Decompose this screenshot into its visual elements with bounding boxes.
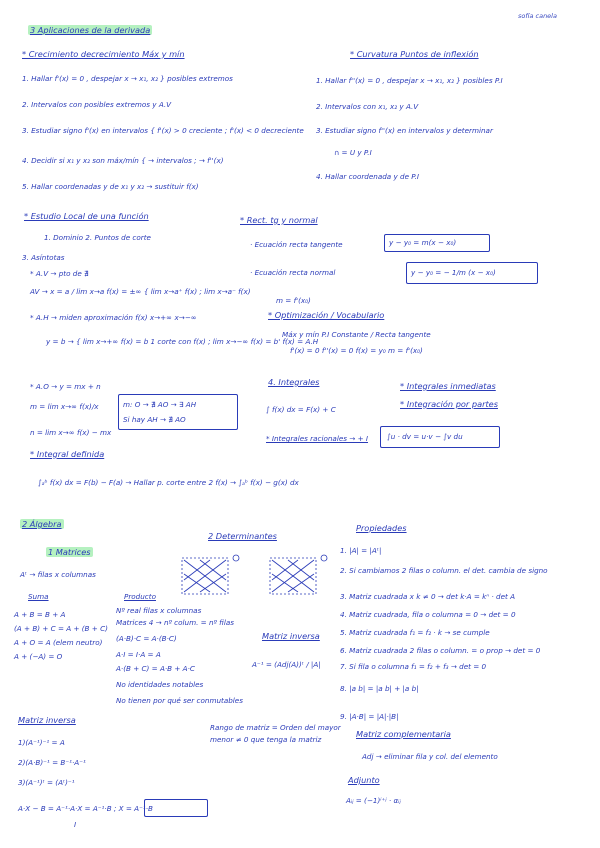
transpuesta-line: Aᵗ → filas x columnas (20, 570, 96, 579)
section-aplicaciones-title: 3 Aplicaciones de la derivada (30, 25, 151, 35)
optimizacion-values: f'(x) = 0 f''(x) = 0 f(x) = y₀ m = f'(x₀) (290, 346, 423, 355)
crecimiento-step-5: 5. Hallar coordenadas y de x₁ y x₂ → sustituir f(x) (22, 182, 199, 191)
producto-heading: Producto (124, 592, 156, 601)
integral-definida-formula: ∫ₐᵇ f(x) dx = F(b) − F(a) → Hallar p. corte entre 2 f(x) → ∫ₐᵇ f(x) − g(x) dx (38, 478, 299, 487)
suma-asociativa: (A + B) + C = A + (B + C) (14, 624, 108, 633)
producto-line-3: (A·B)·C = A·(B·C) (116, 634, 177, 643)
inversa-prop-1: 1)(A⁻¹)⁻¹ = A (18, 738, 65, 747)
inversa-prop-2: 2)(A·B)⁻¹ = B⁻¹·A⁻¹ (18, 758, 86, 767)
ah-definition: * A.H → miden aproximación f(x) x→+∞ x→−∞ (30, 313, 197, 322)
propiedad-1: 1. |A| = |Aᵗ| (340, 546, 382, 555)
crecimiento-step-1: 1. Hallar f'(x) = 0 , despejar x → x₁, x₂ } posibles extremos (22, 74, 233, 83)
ao-note-line-1: m: O → ∄ AO → ∃ AH (123, 400, 197, 409)
adjunto-heading: Adjunto (348, 775, 380, 785)
integral-definida-heading: * Integral definida (30, 449, 105, 459)
optimizacion-heading: * Optimización / Vocabulario (268, 310, 385, 320)
ah-limit: y = b → { lim x→+∞ f(x) = b 1 corte con f(x) ; lim x→−∞ f(x) = b' f(x) = A.H (46, 337, 319, 346)
complementaria-definition: Adj → eliminar fila y col. del elemento (362, 752, 498, 761)
integral-indefinida-formula: ∫ f(x) dx = F(x) + C (266, 405, 336, 414)
propiedad-5: 5. Matriz cuadrada f₁ = f₂ · k → se cumple (340, 628, 490, 637)
identidad-label: I (74, 820, 77, 829)
adjunto-formula: Aᵢⱼ = (−1)ⁱ⁺ʲ · αᵢⱼ (346, 796, 401, 805)
propiedad-2: 2. Si cambiamos 2 filas o column. el det. cambia de signo (340, 566, 548, 575)
ao-note-line-2: Si hay AH → ∄ AO (123, 415, 186, 424)
propiedad-4: 4. Matriz cuadrada, fila o columna = 0 → det = 0 (340, 610, 516, 619)
crecimiento-step-2: 2. Intervalos con posibles extremos y A.V (22, 100, 172, 109)
crecimiento-heading: * Crecimiento decrecimiento Máx y mín (22, 49, 185, 59)
propiedad-6: 6. Matriz cuadrada 2 filas o column. = o prop → det = 0 (340, 646, 541, 655)
optimizacion-headers: Máx y mín P.I Constante / Recta tangente (282, 330, 431, 339)
curvatura-step-4: 4. Hallar coordenada y de P.I (316, 172, 420, 181)
section-algebra-title: 2 Álgebra (22, 519, 62, 529)
curvatura-step-2: 2. Intervalos con x₁, x₂ y A.V (316, 102, 419, 111)
suma-heading: Suma (28, 592, 49, 601)
partes-heading: * Integración por partes (400, 399, 498, 409)
tangente-formula: y − y₀ = m(x − x₀) (389, 238, 457, 247)
curvatura-heading: * Curvatura Puntos de inflexión (350, 49, 479, 59)
producto-line-5: A·(B + C) = A·B + A·C (116, 664, 195, 673)
tangente-label: · Ecuación recta tangente (250, 240, 343, 249)
curvatura-step-1: 1. Hallar f''(x) = 0 , despejar x → x₁, x₂ } posibles P.I (316, 76, 503, 85)
recta-tangente-heading: * Rect. tg y normal (240, 215, 318, 225)
ao-definition: * A.O → y = mx + n (30, 382, 101, 391)
propiedad-8: 8. |a b| = |a b| + |a b| (340, 684, 419, 693)
curvatura-concavity: ∩ = U y P.I (334, 148, 372, 157)
crecimiento-step-4: 4. Decidir si x₁ y x₂ son máx/mín { → intervalos ; → f''(x) (22, 156, 224, 165)
inversa-prop-3: 3)(A⁻¹)ᵗ = (Aᵗ)⁻¹ (18, 778, 75, 787)
ao-slope: m = lim x→∞ f(x)/x (30, 402, 99, 411)
propiedad-7: 7. Si fila o columna f₁ = f₂ + f₃ → det = 0 (340, 662, 487, 671)
producto-line-7: No tienen por qué ser conmutables (116, 696, 243, 705)
author-name: sofía canela (518, 12, 557, 20)
curvatura-step-3: 3. Estudiar signo f''(x) en intervalos y determinar (316, 126, 493, 135)
integrales-heading: 4. Integrales (268, 377, 320, 387)
asintotas-heading: 3. Asíntotas (22, 253, 65, 262)
inversa-props-heading: Matriz inversa (18, 715, 76, 725)
ecuacion-matricial: A·X − B = A⁻¹·A·X = A⁻¹·B ; X = A⁻¹·B (18, 804, 153, 813)
normal-formula: y − y₀ = − 1/m (x − x₀) (411, 268, 496, 277)
suma-conmutativa: A + B = B + A (14, 610, 66, 619)
propiedad-3: 3. Matriz cuadrada x k ≠ 0 → det k·A = kⁿ · det A (340, 592, 516, 601)
suma-opuesto: A + (−A) = O (14, 652, 63, 661)
producto-line-6: No identidades notables (116, 680, 204, 689)
producto-line-2: Matrices 4 → nº colum. = nº filas (116, 618, 234, 627)
producto-line-1: Nº real filas x columnas (116, 606, 202, 615)
normal-label: · Ecuación recta normal (250, 268, 336, 277)
estudio-local-steps: 1. Dominio 2. Puntos de corte (44, 233, 151, 242)
sarrus-diagram-left (182, 555, 239, 594)
av-definition: * A.V → pto de ∄ (30, 269, 89, 278)
producto-line-4: A·I = I·A = A (116, 650, 161, 659)
pendiente-formula: m = f'(x₀) (276, 296, 311, 305)
inmediatas-heading: * Integrales inmediatas (400, 381, 496, 391)
complementaria-heading: Matriz complementaria (356, 729, 451, 739)
sarrus-diagram-right (270, 555, 327, 594)
propiedades-heading: Propiedades (356, 523, 407, 533)
partes-formula: ∫u · dv = u·v − ∫v du (387, 432, 463, 441)
rango-definition: Rango de matriz = Orden del mayor menor ≠ 0 que tenga la matriz (210, 723, 341, 744)
crecimiento-step-3: 3. Estudiar signo f'(x) en intervalos { f'(x) > 0 creciente ; f'(x) < 0 decreciente (22, 126, 304, 135)
propiedad-9: 9. |A·B| = |A|·|B| (340, 712, 399, 721)
av-limit: AV → x = a / lim x→a f(x) = ±∞ { lim x→a⁺ f(x) ; lim x→a⁻ f(x) (30, 287, 251, 296)
matrices-heading: 1 Matrices (48, 547, 91, 557)
estudio-local-heading: * Estudio Local de una función (24, 211, 149, 221)
suma-neutro: A + O = A (elem neutro) (14, 638, 103, 647)
racionales-heading: * Integrales racionales → + I (266, 434, 369, 443)
determinantes-inversa-formula: A⁻¹ = (Adj(A))ᵗ / |A| (252, 660, 321, 669)
determinantes-heading: 2 Determinantes (208, 531, 277, 541)
ao-intercept: n = lim x→∞ f(x) − mx (30, 428, 112, 437)
determinantes-inversa-heading: Matriz inversa (262, 631, 320, 641)
